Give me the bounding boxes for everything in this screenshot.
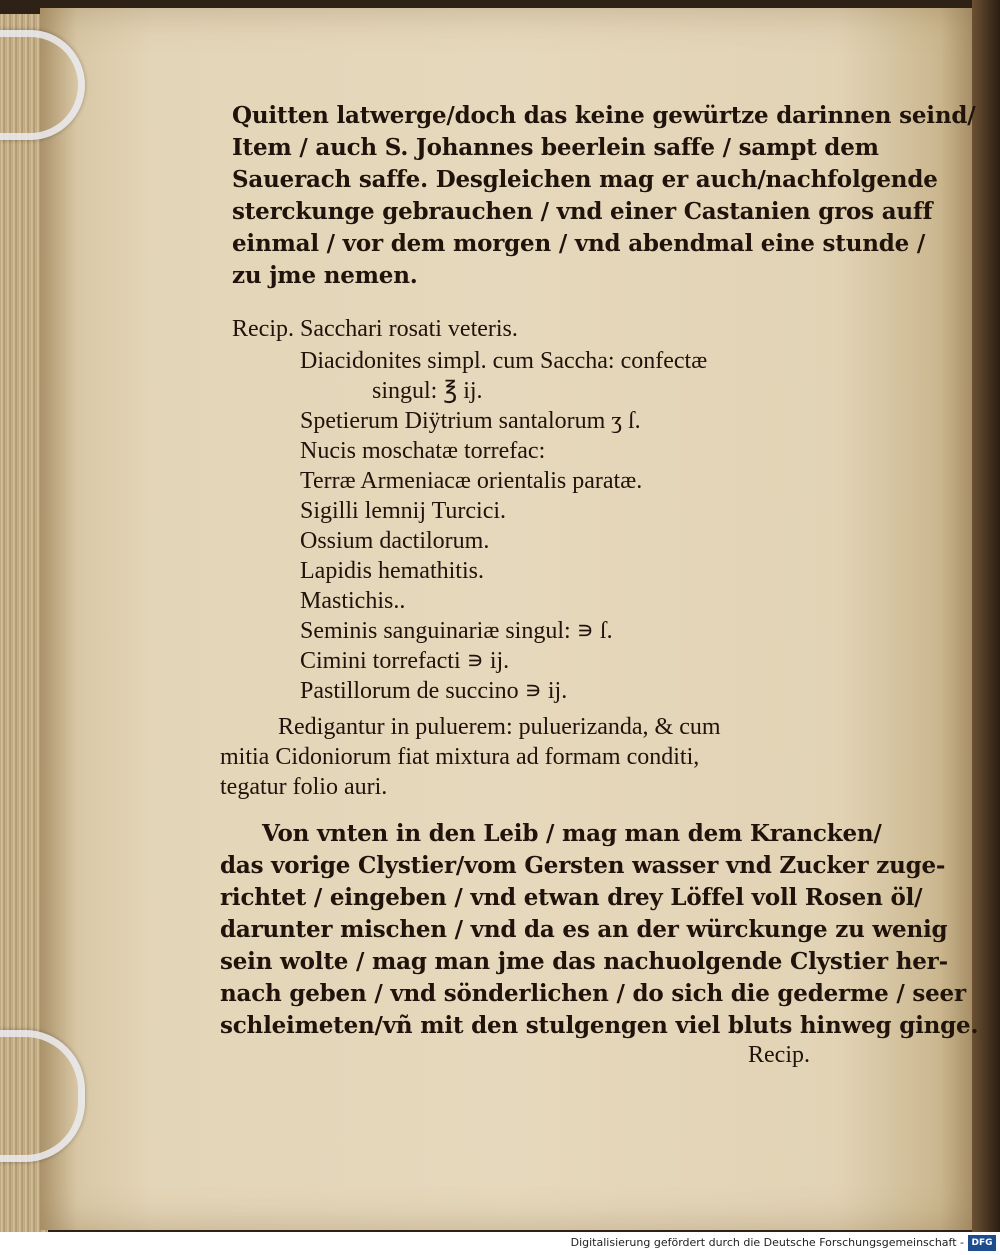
recipe-line: Sigilli lemnij Turcici. — [300, 498, 507, 524]
recipe-closing-line: tegatur folio auri. — [220, 774, 388, 800]
dfg-logo: DFG — [968, 1235, 996, 1251]
paragraph-2-line: Von vnten in den Leib / mag man dem Krancken/ — [262, 820, 882, 847]
recipe-line: Cimini torrefacti ∍ ij. — [300, 648, 510, 674]
paragraph-1-line: zu jme nemen. — [232, 262, 418, 289]
recipe-line: Mastichis.. — [300, 588, 406, 614]
recipe-line: Seminis sanguinariæ singul: ∍ ſ. — [300, 618, 613, 644]
recipe-heading: Recip. Sacchari rosati veteris. — [232, 316, 518, 342]
paragraph-2-line: sein wolte / mag man jme das nachuolgende Clystier her- — [220, 948, 948, 975]
paragraph-1-line: Sauerach saffe. Desgleichen mag er auch/nachfolgende — [232, 166, 938, 193]
recipe-closing-line: Redigantur in puluerem: puluerizanda, & cum — [278, 714, 721, 740]
recipe-line: singul: ℥ ij. — [372, 378, 483, 404]
recipe-line: Lapidis hemathitis. — [300, 558, 484, 584]
footer-credit: Digitalisierung gefördert durch die Deutsche Forschungsgemeinschaft - — [570, 1236, 964, 1249]
recipe-line: Ossium dactilorum. — [300, 528, 490, 554]
recipe-closing-line: mitia Cidoniorum fiat mixtura ad formam conditi, — [220, 744, 700, 770]
paragraph-2 — [220, 818, 978, 1042]
catchword: Recip. — [748, 1042, 810, 1068]
book-spine-shadow — [972, 0, 1000, 1232]
recipe-line: Nucis moschatæ torrefac: — [300, 438, 546, 464]
recipe-closing — [220, 712, 721, 802]
paragraph-1-line: Quitten latwerge/doch das keine gewürtze darinnen seind/ — [232, 102, 976, 129]
paragraph-2-line: richtet / eingeben / vnd etwan drey Löffel voll Rosen öl/ — [220, 884, 923, 911]
recipe-line: Pastillorum de succino ∍ ij. — [300, 678, 568, 704]
digitization-footer — [0, 1232, 1000, 1255]
recipe-line: Terræ Armeniacæ orientalis paratæ. — [300, 468, 643, 494]
paragraph-2-line: darunter mischen / vnd da es an der würckunge zu wenig — [220, 916, 948, 943]
paragraph-1-line: Item / auch S. Johannes beerlein saffe / sampt dem — [232, 134, 879, 161]
paragraph-2-line: nach geben / vnd sönderlichen / do sich die gederme / seer — [220, 980, 966, 1007]
paragraph-2-line: das vorige Clystier/vom Gersten wasser vnd Zucker zuge- — [220, 852, 946, 879]
paragraph-1 — [232, 100, 975, 292]
recipe-ingredients — [300, 346, 707, 706]
recipe-line: Spetierum Diÿtrium santalorum ʒ ſ. — [300, 408, 641, 434]
recipe-line: Diacidonites simpl. cum Saccha: confectæ — [300, 348, 708, 374]
paragraph-1-line: einmal / vor dem morgen / vnd abendmal eine stunde / — [232, 230, 926, 257]
paragraph-1-line: sterckunge gebrauchen / vnd einer Castanien gros auff — [232, 198, 933, 225]
paragraph-2-line: schleimeten/vñ mit den stulgengen viel bluts hinweg ginge. — [220, 1012, 979, 1039]
